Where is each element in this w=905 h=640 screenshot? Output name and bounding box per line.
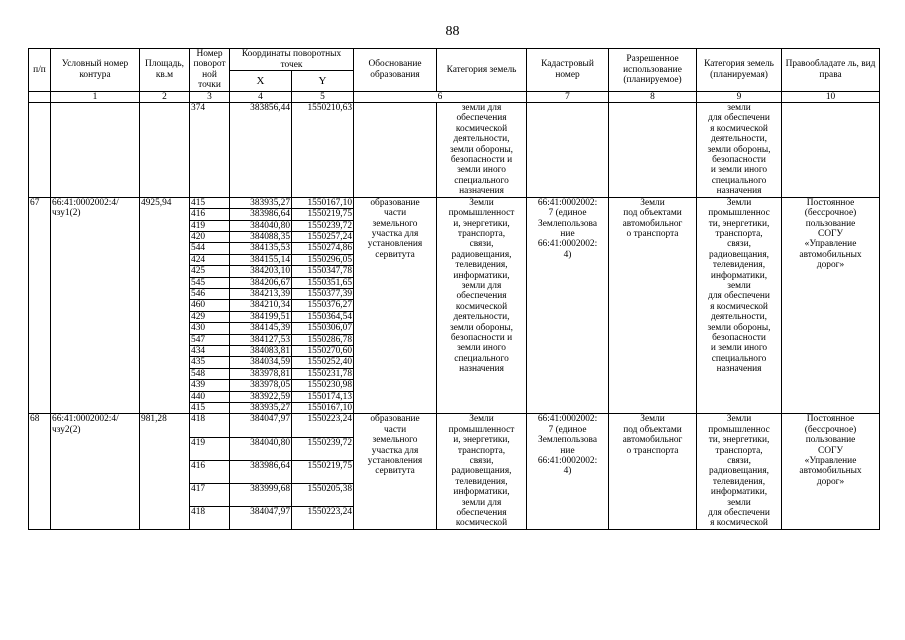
row-pp: 67 [29, 197, 51, 414]
point-y: 1550306,07 [292, 323, 354, 334]
table-row [29, 414, 880, 437]
point-y: 1550296,05 [292, 254, 354, 265]
col-num-3: 3 [190, 91, 230, 102]
point-number: 435 [190, 357, 230, 368]
point-x: 384083,81 [230, 345, 292, 356]
header-land-category: Категория земель [437, 49, 527, 92]
col-num-1: 1 [51, 91, 140, 102]
point-number: 418 [190, 414, 230, 437]
point-x: 384210,34 [230, 300, 292, 311]
point-y: 1550347,78 [292, 266, 354, 277]
row-area [140, 103, 190, 198]
row-area: 4925,94 [140, 197, 190, 414]
point-y: 1550230,98 [292, 380, 354, 391]
point-y: 1550351,65 [292, 277, 354, 288]
point-number: 440 [190, 391, 230, 402]
point-y: 1550231,78 [292, 368, 354, 379]
header-point-no: Номер поворот ной точки [190, 49, 230, 92]
header-owner: Правообладате ль, вид права [782, 49, 880, 92]
row-pp: 68 [29, 414, 51, 529]
header-area: Площадь, кв.м [140, 49, 190, 92]
row-land-category: Земли промышленност и, энергетики, транспорта, связи, радиовещания, телевидения, информатики, земли для обеспечения космической деятельности, земли обороны, безопасности и земли иного специального назначения [437, 197, 527, 414]
page-number: 88 [445, 24, 460, 39]
row-cadastral [527, 103, 609, 198]
point-number: 544 [190, 243, 230, 254]
header-basis: Обоснование образования [354, 49, 437, 92]
col-num-6: 6 [354, 91, 527, 102]
point-number: 429 [190, 311, 230, 322]
point-x: 383935,27 [230, 403, 292, 414]
point-y: 1550219,75 [292, 460, 354, 483]
point-y: 1550286,78 [292, 334, 354, 345]
point-y: 1550210,63 [292, 103, 354, 198]
point-x: 384155,14 [230, 254, 292, 265]
point-y: 1550270,60 [292, 345, 354, 356]
point-number: 415 [190, 403, 230, 414]
col-num-4: 4 [230, 91, 292, 102]
row-category-planned: земли для обеспечени я космической деятельности, земли обороны, безопасности и земли иного специального назначения [697, 103, 782, 198]
point-x: 384040,80 [230, 220, 292, 231]
header-contour: Условный номер контура [51, 49, 140, 92]
point-number: 416 [190, 209, 230, 220]
point-number: 460 [190, 300, 230, 311]
point-y: 1550274,86 [292, 243, 354, 254]
point-number: 419 [190, 220, 230, 231]
point-number: 374 [190, 103, 230, 198]
point-number: 545 [190, 277, 230, 288]
col-num-9: 9 [697, 91, 782, 102]
point-number: 418 [190, 506, 230, 529]
row-contour: 66:41:0002002:4/ чзу1(2) [51, 197, 140, 414]
point-x: 384047,97 [230, 506, 292, 529]
row-contour [51, 103, 140, 198]
point-number: 424 [190, 254, 230, 265]
row-owner: Постоянное (бессрочное) пользование СОГУ «Управление автомобильных дорог» [782, 414, 880, 529]
point-y: 1550252,40 [292, 357, 354, 368]
row-category-planned: Земли промышленнос ти, энергетики, транспорта, связи, радиовещания, телевидения, информатики, земли для обеспечени я космической [697, 414, 782, 529]
point-y: 1550377,39 [292, 288, 354, 299]
row-permitted-use: Земли под объектами автомобильног о транспорта [609, 414, 697, 529]
point-number: 430 [190, 323, 230, 334]
point-y: 1550223,24 [292, 506, 354, 529]
row-owner [782, 103, 880, 198]
point-y: 1550223,24 [292, 414, 354, 437]
header-y: Y [292, 71, 354, 91]
point-x: 383935,27 [230, 197, 292, 208]
point-x: 384088,35 [230, 231, 292, 242]
point-y: 1550364,54 [292, 311, 354, 322]
point-y: 1550167,10 [292, 403, 354, 414]
point-number: 547 [190, 334, 230, 345]
point-x: 384145,39 [230, 323, 292, 334]
row-basis [354, 103, 437, 198]
point-number: 434 [190, 345, 230, 356]
point-x: 384034,59 [230, 357, 292, 368]
row-cadastral: 66:41:0002002: 7 (единое Землепользова ние 66:41:0002002: 4) [527, 414, 609, 529]
row-area: 981,28 [140, 414, 190, 529]
point-number: 425 [190, 266, 230, 277]
point-number: 416 [190, 460, 230, 483]
point-y: 1550239,72 [292, 220, 354, 231]
point-number: 420 [190, 231, 230, 242]
point-x: 384206,67 [230, 277, 292, 288]
point-x: 383986,64 [230, 209, 292, 220]
col-num-7: 7 [527, 91, 609, 102]
point-x: 383999,68 [230, 483, 292, 506]
row-permitted-use: Земли под объектами автомобильног о транспорта [609, 197, 697, 414]
point-x: 384127,53 [230, 334, 292, 345]
row-basis: образование части земельного участка для установления сервитута [354, 197, 437, 414]
point-number: 415 [190, 197, 230, 208]
point-y: 1550205,38 [292, 483, 354, 506]
point-y: 1550174,13 [292, 391, 354, 402]
point-x: 383856,44 [230, 103, 292, 198]
header-coords: Координаты поворотных точек [230, 49, 354, 71]
land-parcels-table [28, 48, 880, 530]
header-pp: п/п [29, 49, 51, 92]
header-x: X [230, 71, 292, 91]
point-y: 1550376,27 [292, 300, 354, 311]
point-x: 384047,97 [230, 414, 292, 437]
point-x: 383922,59 [230, 391, 292, 402]
row-basis: образование части земельного участка для установления сервитута [354, 414, 437, 529]
col-num-8: 8 [609, 91, 697, 102]
header-permitted-use: Разрешенное использование (планируемое) [609, 49, 697, 92]
point-x: 383986,64 [230, 460, 292, 483]
col-num-5: 5 [292, 91, 354, 102]
point-number: 548 [190, 368, 230, 379]
table-row [29, 103, 880, 198]
row-land-category: Земли промышленност и, энергетики, транспорта, связи, радиовещания, телевидения, информатики, земли для обеспечения космической [437, 414, 527, 529]
point-x: 383978,05 [230, 380, 292, 391]
row-permitted-use [609, 103, 697, 198]
col-num-2: 2 [140, 91, 190, 102]
point-y: 1550257,24 [292, 231, 354, 242]
col-num-10: 10 [782, 91, 880, 102]
point-x: 384203,10 [230, 266, 292, 277]
point-y: 1550239,72 [292, 437, 354, 460]
point-number: 419 [190, 437, 230, 460]
header-cadastral: Кадастровый номер [527, 49, 609, 92]
row-contour: 66:41:0002002:4/ чзу2(2) [51, 414, 140, 529]
row-category-planned: Земли промышленнос ти, энергетики, транспорта, связи, радиовещания, телевидения, информатики, земли для обеспечени я космической деятельности, земли обороны, безопасности и земли иного специального назначения [697, 197, 782, 414]
point-number: 546 [190, 288, 230, 299]
header-category-planned: Категория земель (планируемая) [697, 49, 782, 92]
row-cadastral: 66:41:0002002: 7 (единое Землепользова ние 66:41:0002002: 4) [527, 197, 609, 414]
point-number: 439 [190, 380, 230, 391]
point-x: 384213,39 [230, 288, 292, 299]
table-body [29, 103, 880, 530]
point-y: 1550167,10 [292, 197, 354, 208]
row-land-category: земли для обеспечения космической деятельности, земли обороны, безопасности и земли иного специального назначения [437, 103, 527, 198]
point-x: 383978,81 [230, 368, 292, 379]
row-owner: Постоянное (бессрочное) пользование СОГУ «Управление автомобильных дорог» [782, 197, 880, 414]
row-pp [29, 103, 51, 198]
point-y: 1550219,75 [292, 209, 354, 220]
point-number: 417 [190, 483, 230, 506]
point-x: 384040,80 [230, 437, 292, 460]
point-x: 384199,51 [230, 311, 292, 322]
table-row [29, 197, 880, 208]
point-x: 384135,53 [230, 243, 292, 254]
